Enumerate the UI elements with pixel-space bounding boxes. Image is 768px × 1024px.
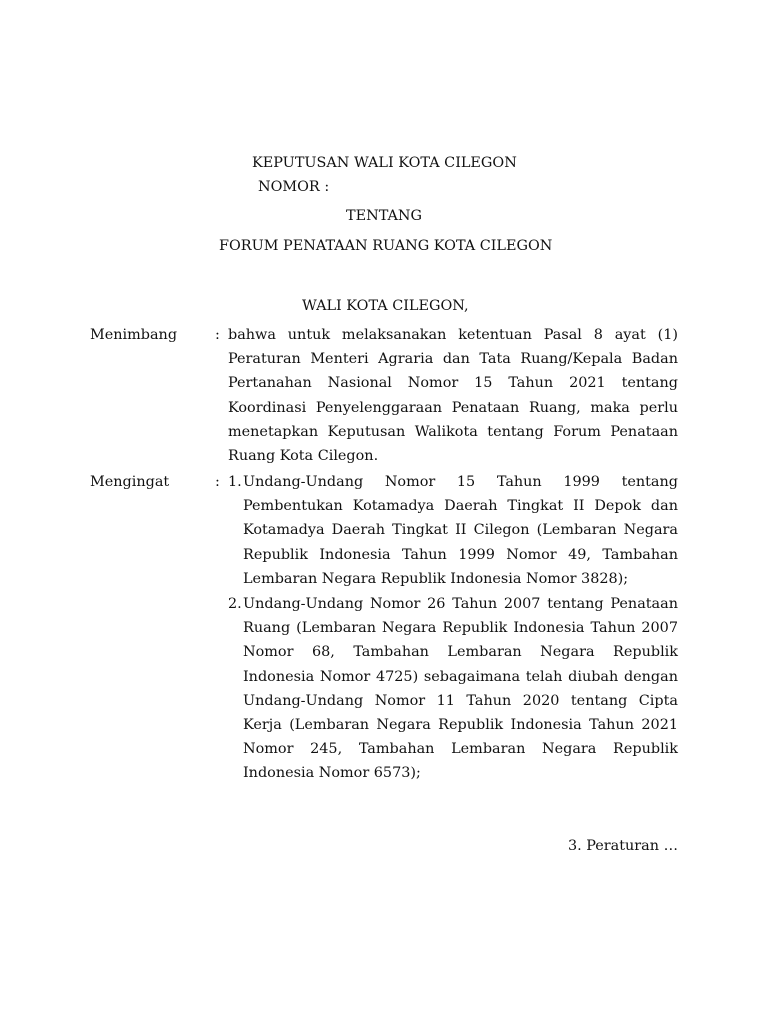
document-title: KEPUTUSAN WALI KOTA CILEGON xyxy=(252,155,517,171)
menimbang-label: Menimbang xyxy=(90,327,178,343)
page-continuation: 3. Peraturan … xyxy=(567,838,678,854)
document-subject: FORUM PENATAAN RUANG KOTA CILEGON xyxy=(219,238,553,254)
tentang-heading: TENTANG xyxy=(346,208,422,224)
document-number: NOMOR : xyxy=(258,179,330,195)
mengingat-item-number: 2. xyxy=(228,596,242,612)
mengingat-label: Mengingat xyxy=(90,474,170,490)
issuer-heading: WALI KOTA CILEGON, xyxy=(302,298,469,314)
mengingat-colon: : xyxy=(215,474,220,490)
mengingat-item-text: Undang-Undang Nomor 26 Tahun 2007 tentang Penataan Ruang (Lembaran Negara Republik Indonesia Tahun 2007 Nomor 68, Tambahan Lembaran Negara Republik Indonesia Nomor 4725) sebagaimana telah diubah dengan Undang-Undang Nomor 11 Tahun 2020 tentang Cipta Kerja (Lembaran Negara Republik Indonesia Tahun 2021 Nomor 245, Tambahan Lembaran Negara Republik Indonesia Nomor 6573); xyxy=(243,596,678,782)
mengingat-item-text: Undang-Undang Nomor 15 Tahun 1999 tentang Pembentukan Kotamadya Daerah Tingkat II Depok dan Kotamadya Daerah Tingkat II Cilegon (Lembaran Negara Republik Indonesia Tahun 1999 Nomor 49, Tambahan Lembaran Negara Republik Indonesia Nomor 3828); xyxy=(243,474,678,587)
mengingat-item-number: 1. xyxy=(228,474,242,490)
menimbang-colon: : xyxy=(215,327,220,343)
menimbang-text: bahwa untuk melaksanakan ketentuan Pasal 8 ayat (1) Peraturan Menteri Agraria dan Tata Ruang/Kepala Badan Pertanahan Nasional Nomor 15 Tahun 2021 tentang Koordinasi Penyelenggaraan Penataan Ruang, maka perlu menetapkan Keputusan Walikota tentang Forum Penataan Ruang Kota Cilegon. xyxy=(228,327,678,465)
